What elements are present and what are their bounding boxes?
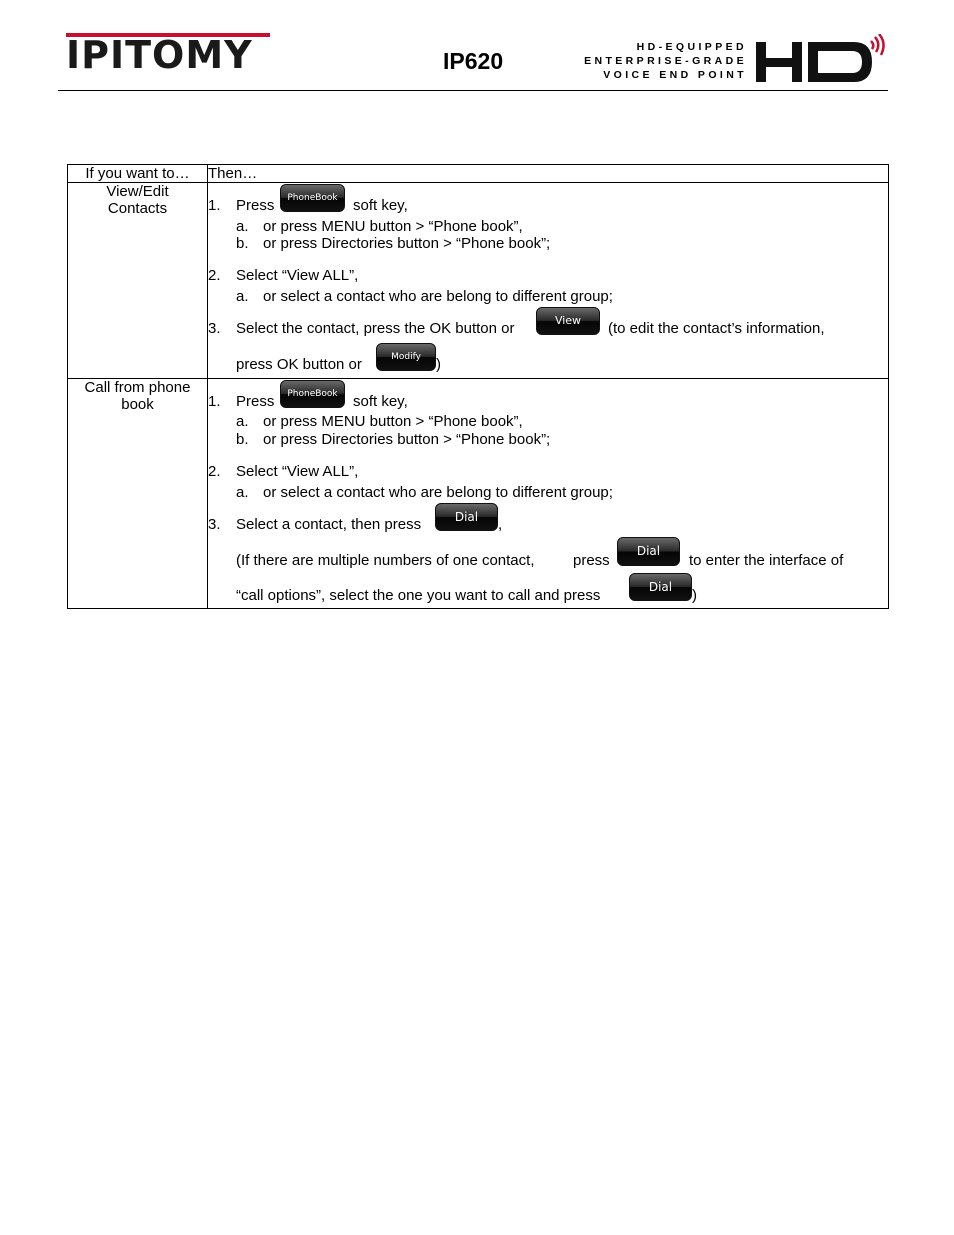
- substep-text: or press Directories button > “Phone book”;: [263, 235, 551, 252]
- step-text: (to edit the contact’s information,: [608, 320, 825, 337]
- substep-text: or press Directories button > “Phone book”;: [263, 431, 551, 448]
- model-title: IP620: [443, 48, 504, 74]
- phonebook-instructions-table: [67, 164, 889, 609]
- step-number: 3.: [208, 320, 221, 337]
- row-steps-call-from-phone-book: [208, 379, 889, 609]
- substep-marker: a.: [236, 288, 249, 305]
- substep-marker: a.: [236, 413, 249, 430]
- step-text: “call options”, select the one you want to call and press: [236, 587, 601, 604]
- phonebook-softkey: PhoneBook: [280, 380, 345, 408]
- step-text: Select “View ALL”,: [236, 267, 359, 284]
- row-label-text: View/Edit Contacts: [106, 183, 169, 217]
- col-header-task: If you want to…: [68, 165, 208, 183]
- step-number: 3.: [208, 516, 221, 533]
- logo-wordmark: IPITOMY: [66, 33, 253, 77]
- table-header-row: [68, 165, 889, 183]
- dial-softkey: Dial: [617, 537, 680, 566]
- dial-softkey: Dial: [435, 503, 498, 531]
- substep-text: or select a contact who are belong to different group;: [263, 484, 613, 501]
- step-text: ): [692, 587, 697, 604]
- substep-marker: b.: [236, 431, 249, 448]
- step-text: Press: [236, 393, 275, 410]
- ipitomy-logo: [66, 33, 270, 75]
- row-steps-view-edit: [208, 183, 889, 379]
- substep-marker: a.: [236, 484, 249, 501]
- step-text: soft key,: [353, 197, 408, 214]
- substep-marker: b.: [236, 235, 249, 252]
- step-text: (If there are multiple numbers of one contact,: [236, 552, 535, 569]
- col-header-steps: Then…: [208, 165, 889, 183]
- tagline-line-2: ENTERPRISE-GRADE: [584, 55, 747, 67]
- substep-marker: a.: [236, 218, 249, 235]
- modify-softkey: Modify: [376, 343, 436, 371]
- dial-softkey: Dial: [629, 573, 692, 601]
- step-text: ): [436, 356, 441, 373]
- step-text: Press: [236, 197, 275, 214]
- step-number: 1.: [208, 393, 221, 410]
- step-text: press OK button or: [236, 356, 362, 373]
- page-header: [0, 0, 954, 92]
- step-number: 2.: [208, 267, 221, 284]
- step-text: ,: [498, 516, 503, 533]
- step-text: Select a contact, then press: [236, 516, 422, 533]
- tagline-line-3: VOICE END POINT: [603, 69, 747, 81]
- row-label-call-from-phone-book: [68, 379, 208, 609]
- tagline-line-1: HD-EQUIPPED: [636, 41, 747, 53]
- table-row: [68, 183, 889, 379]
- step-text: Select the contact, press the OK button or: [236, 320, 515, 337]
- substep-text: or press MENU button > “Phone book”,: [263, 218, 523, 235]
- row-label-view-edit: [68, 183, 208, 379]
- step-number: 2.: [208, 463, 221, 480]
- step-text: soft key,: [353, 393, 408, 410]
- step-text: press: [573, 552, 610, 569]
- step-text: to enter the interface of: [689, 552, 844, 569]
- view-softkey: View: [536, 307, 600, 335]
- row-label-text: Call from phone book: [84, 379, 191, 413]
- substep-text: or press MENU button > “Phone book”,: [263, 413, 523, 430]
- step-text: Select “View ALL”,: [236, 463, 359, 480]
- phonebook-softkey: PhoneBook: [280, 184, 345, 212]
- substep-text: or select a contact who are belong to different group;: [263, 288, 613, 305]
- hd-logo-icon: [754, 34, 890, 84]
- tagline: [584, 40, 747, 82]
- step-number: 1.: [208, 197, 221, 214]
- header-divider: [58, 90, 888, 91]
- table-row: [68, 379, 889, 609]
